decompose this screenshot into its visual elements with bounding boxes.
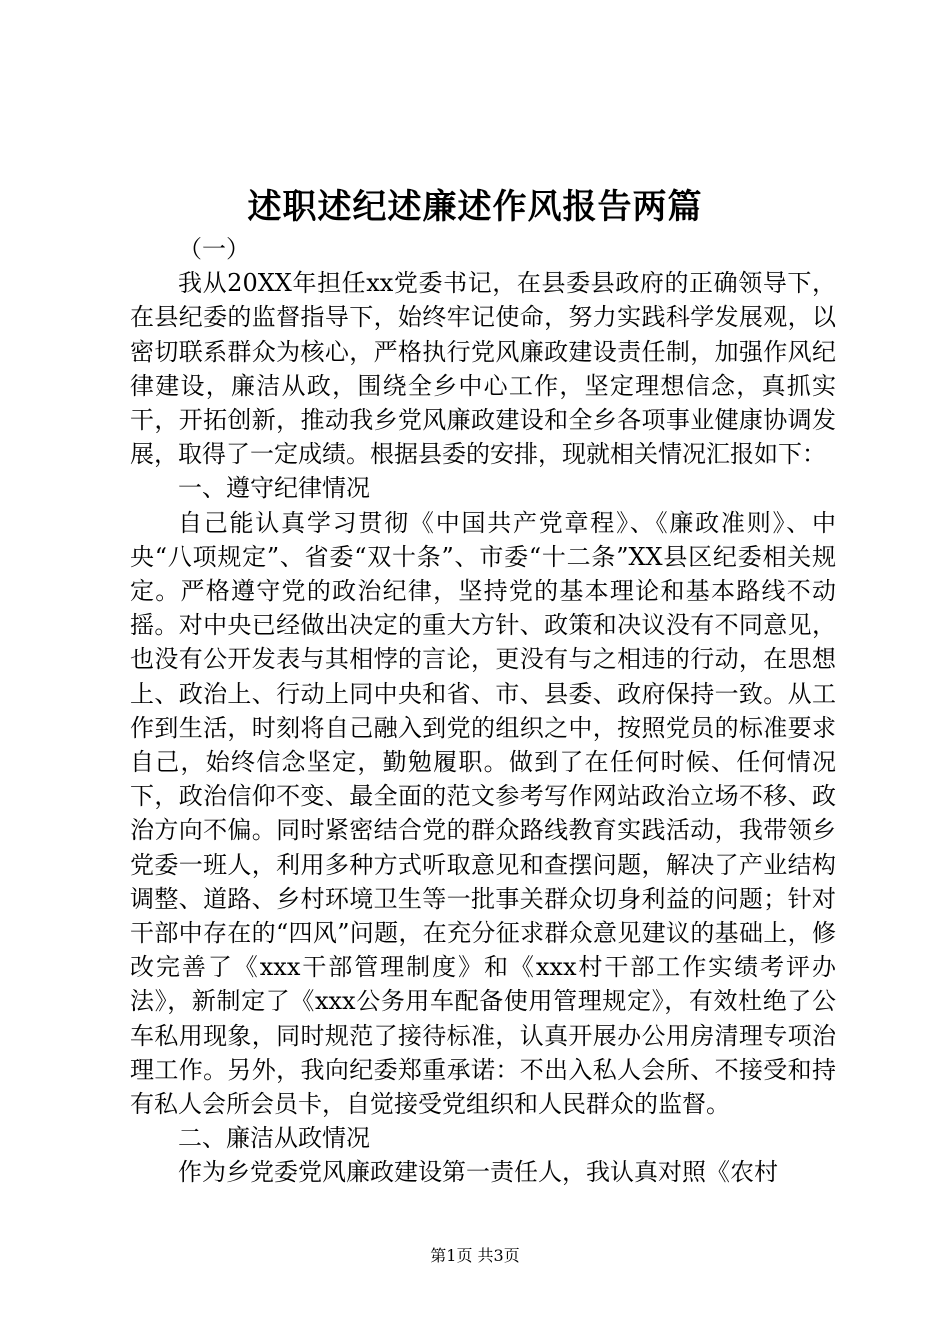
page-footer: 第1页 共3页 — [430, 1246, 520, 1265]
intro-paragraph: 我从20XX年担任xx党委书记，在县委县政府的正确领导下，在县纪委的监督指导下，始终牢记使命，努力实践科学发展观，以密切联系群众为核心，严格执行党风廉政建设责任制，加强作风纪律建设，廉洁从政，围绕全乡中心工作，坚定理想信念，真抓实干，开拓创新，推动我乡党风廉政建设和全乡各项事业健康协调发展，取得了一定成绩。根据县委的安排，现就相关情况汇报如下： — [130, 269, 836, 469]
section-heading-1: 一、遵守纪律情况 — [178, 474, 370, 503]
section-number: （一） — [178, 235, 250, 263]
document-title: 述职述纪述廉述作风报告两篇 — [247, 187, 703, 227]
integrity-paragraph: 作为乡党委党风廉政建设第一责任人，我认真对照《农村 — [178, 1158, 778, 1187]
discipline-paragraph: 自己能认真学习贯彻《中国共产党章程》、《廉政准则》、中央“八项规定”、省委“双十条”、市委“十二条”XX县区纪委相关规定。严格遵守党的政治纪律，坚持党的基本理论和基本路线不动摇。对中央已经做出决定的重大方针、政策和决议没有不同意见，也没有公开发表与其相悖的言论，更没有与之相违的行动，在思想上、政治上、行动上同中央和省、市、县委、政府保持一致。从工作到生活，时刻将自己融入到党的组织之中，按照党员的标准要求自己，始终信念坚定，勤勉履职。做到了在任何时候、任何情况下，政治信仰不变、最全面的范文参考写作网站政治立场不移、政治方向不偏。同时紧密结合党的群众路线教育实践活动，我带领乡党委一班人，利用多种方式听取意见和查摆问题，解决了产业结构调整、道路、乡村环境卫生等一批事关群众切身利益的问题；针对干部中存在的“四风”问题，在充分征求群众意见建议的基础上，修改完善了《xxx干部管理制度》和《xxx村干部工作实绩考评办法》，新制定了《xxx公务用车配备使用管理规定》，有效杜绝了公车私用现象，同时规范了接待标准，认真开展办公用房清理专项治理工作。另外，我向纪委郑重承诺：不出入私人会所、不接受和持有私人会所会员卡，自觉接受党组织和人民群众的监督。 — [130, 508, 836, 1119]
section-heading-2: 二、廉洁从政情况 — [178, 1124, 370, 1153]
document-body — [130, 232, 836, 1190]
